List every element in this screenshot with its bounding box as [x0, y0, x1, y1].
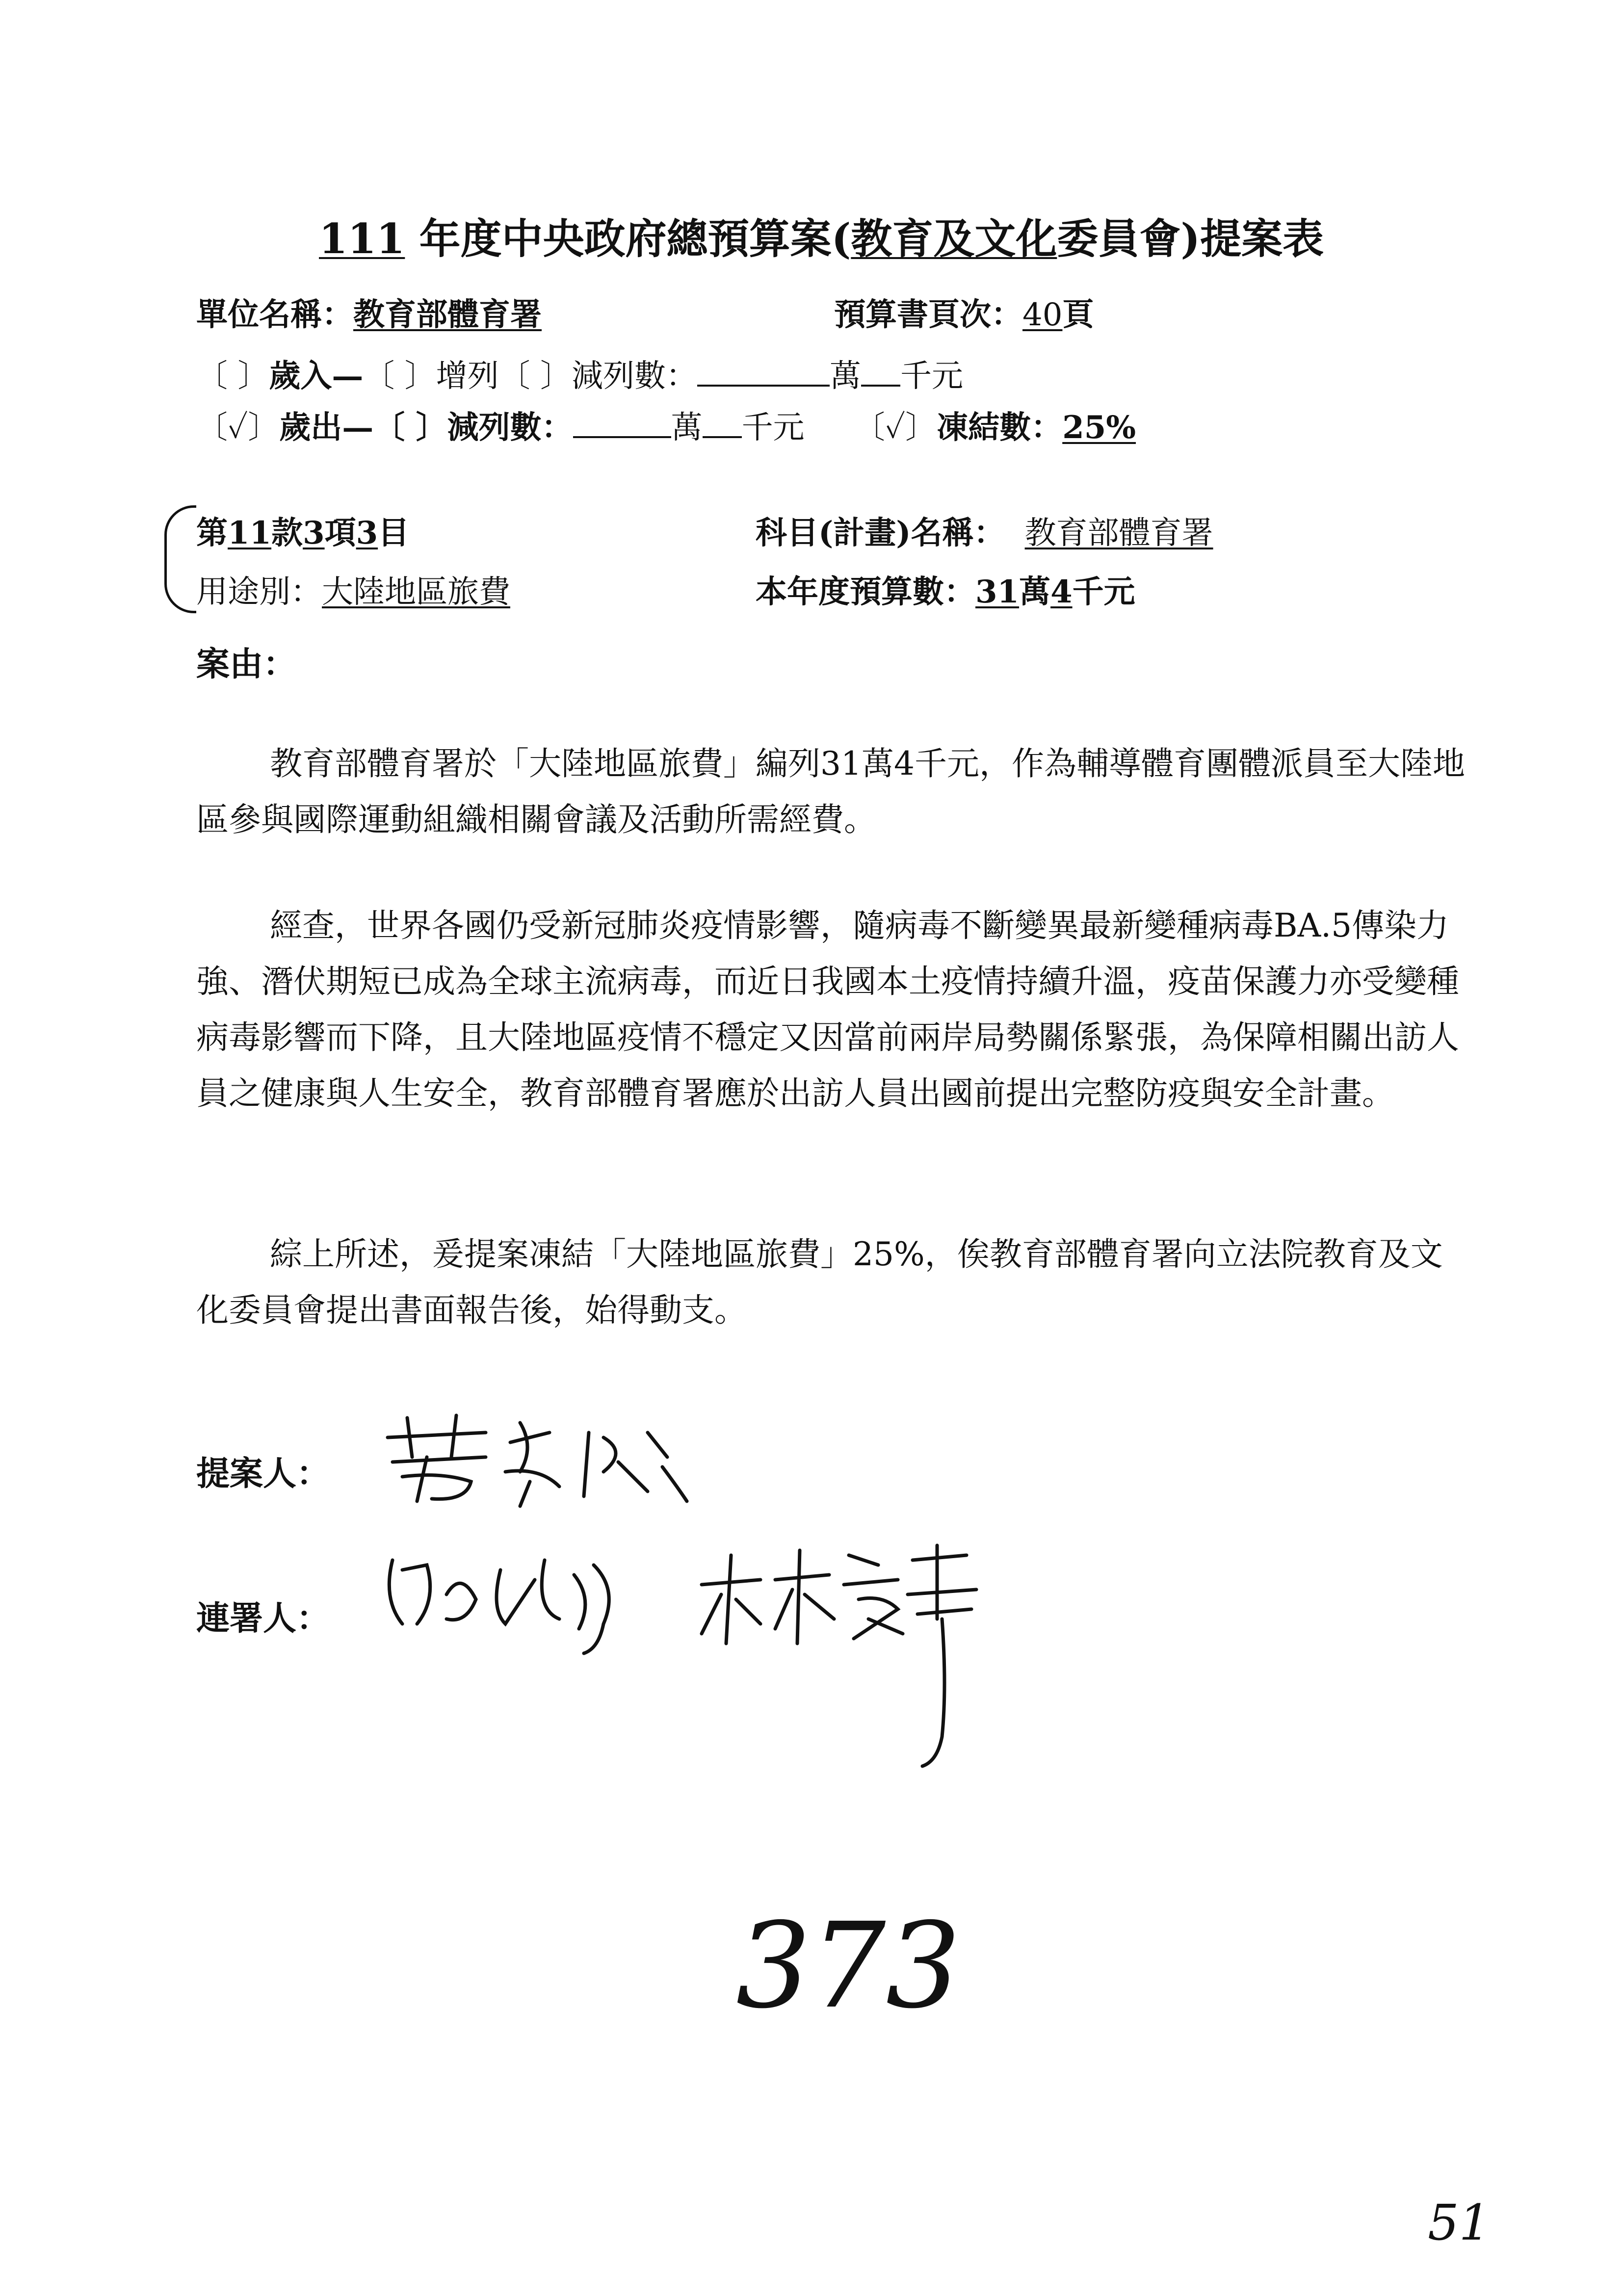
reason-label: 案由：	[196, 645, 297, 684]
handwritten-number	[726, 1894, 962, 2051]
expense-wan: 萬	[671, 410, 703, 446]
revenue-wan-blank	[697, 356, 830, 387]
unit-label: 單位名稱：	[196, 296, 353, 333]
title-committee: 教育及文化	[851, 214, 1057, 263]
budget-page-label: 預算書頁次：	[834, 296, 1022, 333]
document-title	[319, 206, 1324, 265]
item-prefix: 第	[196, 515, 228, 551]
expense-qian: 千元	[741, 410, 805, 446]
year-budget-qian: 千元	[1072, 574, 1135, 610]
usage-label: 用途別：	[196, 574, 322, 610]
revenue-line	[196, 351, 963, 396]
item-kuan: 11	[228, 515, 272, 551]
cosigner-label: 連署人：	[196, 1599, 330, 1638]
revenue-qian-blank	[861, 356, 900, 387]
year-budget	[756, 567, 1135, 612]
budget-page-value: 40	[1022, 297, 1063, 333]
usage-value: 大陸地區旅費	[322, 574, 510, 610]
unit-value: 教育部體育署	[353, 296, 542, 333]
item-brace	[164, 505, 196, 613]
item-mu-label: 目	[378, 515, 410, 551]
budget-item	[196, 508, 409, 553]
freeze-label: 凍結數：	[937, 409, 1063, 446]
handwritten-number-text: 373	[736, 1897, 961, 2035]
unit-name	[196, 289, 542, 335]
title-mid: 年度中央政府總預算案(	[419, 214, 851, 263]
budget-page-suffix: 頁	[1062, 296, 1094, 333]
year-budget-wan-value: 31	[975, 574, 1020, 610]
year-budget-qian-value: 4	[1050, 574, 1073, 610]
revenue-qian: 千元	[900, 358, 964, 394]
title-year: 111	[319, 214, 405, 263]
proposer-signature	[373, 1403, 697, 1511]
revenue-label: 歲入—	[269, 358, 364, 394]
budget-page	[834, 289, 1094, 335]
freeze-checkbox: 〔✓〕	[853, 410, 937, 446]
expense-checkbox: 〔✓〕	[196, 410, 280, 446]
title-end: 委員會)提案表	[1057, 214, 1324, 263]
item-mu: 3	[356, 515, 378, 551]
revenue-checkbox: 〔 〕	[196, 358, 269, 394]
expense-wan-blank	[573, 408, 671, 438]
paragraph-2: 經查，世界各國仍受新冠肺炎疫情影響，隨病毒不斷變異最新變種病毒BA.5傳染力強、潛伏期短已成為全球主流病毒，而近日我國本土疫情持續升溫，疫苗保護力亦受變種病毒影響而下降，且大陸地區疫情不穩定又因當前兩岸局勢關係緊張，為保障相關出訪人員之健康與人生安全，教育部體育署應於出訪人員出國前提出完整防疫與安全計畫。	[196, 907, 1459, 1112]
expense-label: 歲出—	[279, 409, 374, 446]
cosigner-1-signature	[373, 1540, 667, 1658]
freeze-value: 25%	[1062, 409, 1136, 446]
proposer-label: 提案人：	[196, 1454, 330, 1493]
expense-qian-blank	[703, 408, 742, 438]
paragraph-1: 教育部體育署於「大陸地區旅費」編列31萬4千元，作為輔導體育團體派員至大陸地區參與國際運動組織相關會議及活動所需經費。	[196, 745, 1465, 838]
revenue-options: 〔 〕增列〔 〕減列數：	[363, 358, 698, 394]
item-xiang-label: 項	[324, 515, 356, 551]
usage	[196, 567, 510, 612]
subject-label: 科目(計畫)名稱：	[756, 515, 1005, 551]
item-kuan-label: 款	[271, 515, 303, 551]
expense-options: 〔 〕減列數：	[373, 409, 573, 446]
year-budget-label: 本年度預算數：	[756, 574, 975, 610]
paragraph-3: 綜上所述，爰提案凍結「大陸地區旅費」25%，俟教育部體育署向立法院教育及文化委員會提出書面報告後，始得動支。	[196, 1235, 1443, 1329]
subject-value: 教育部體育署	[1024, 515, 1213, 551]
page-number	[1423, 2193, 1496, 2257]
subject-name	[756, 508, 1233, 553]
item-xiang: 3	[303, 515, 325, 551]
page-number-text: 51	[1428, 2194, 1491, 2251]
revenue-wan: 萬	[830, 358, 862, 394]
year-budget-wan: 萬	[1019, 574, 1051, 610]
cosigner-2-signature	[692, 1540, 986, 1771]
expense-line	[196, 402, 1136, 447]
